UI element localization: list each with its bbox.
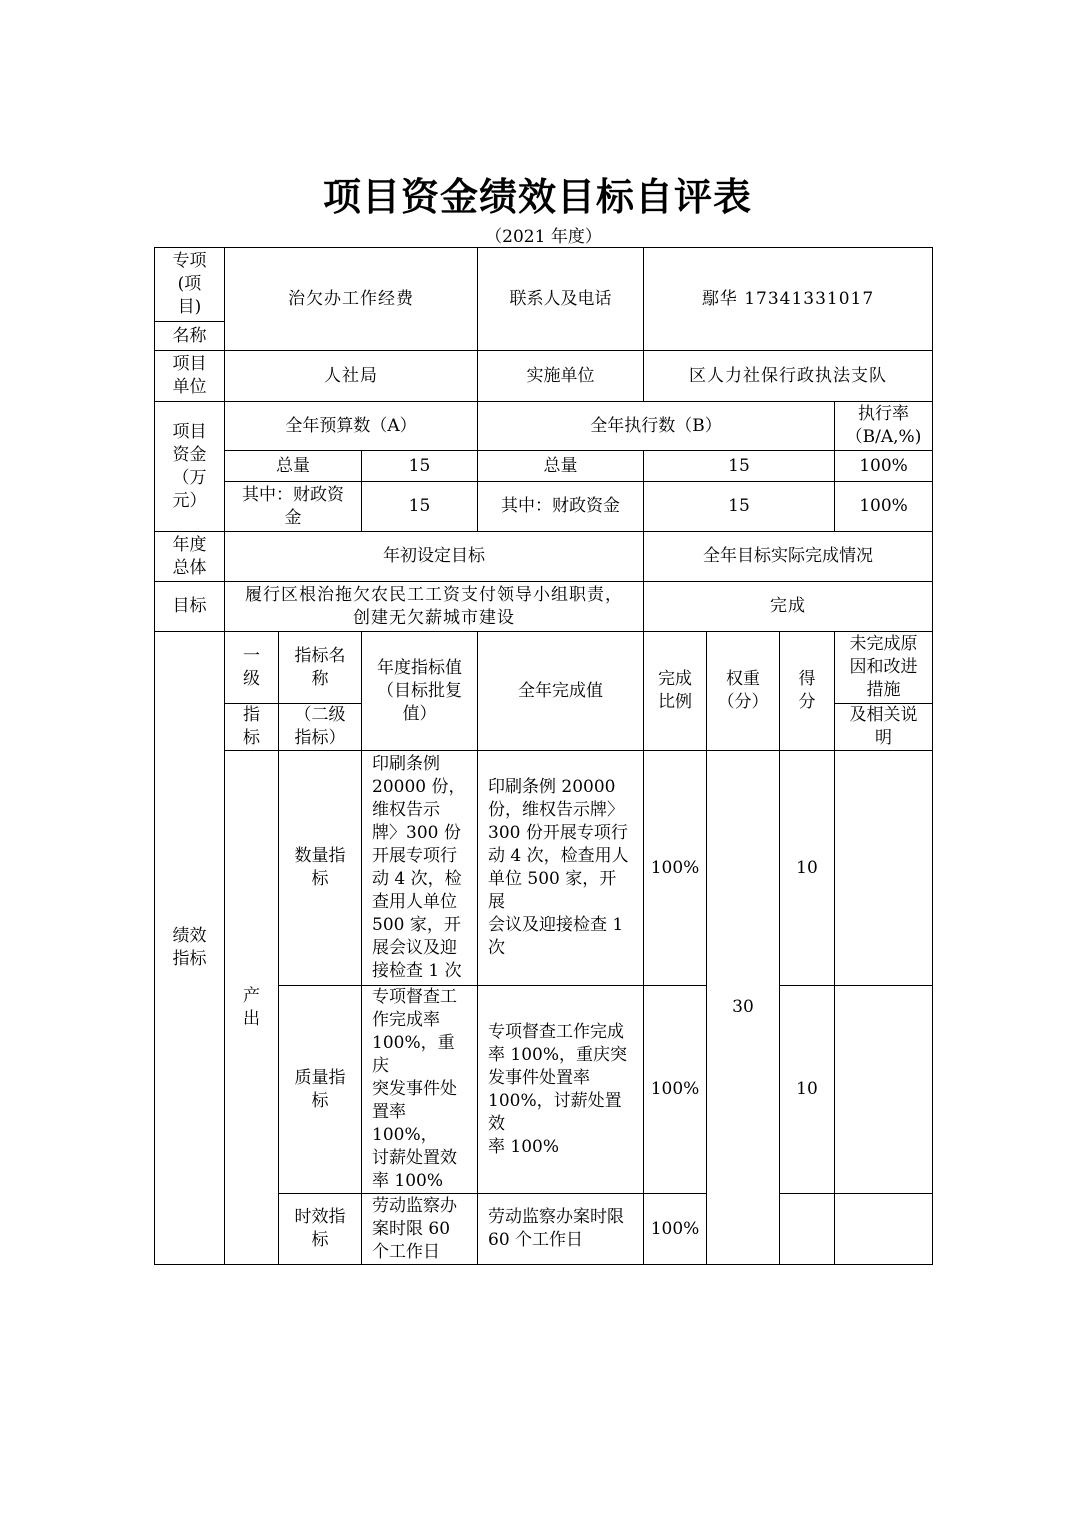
- table-row: [155, 751, 933, 986]
- indicator-name: 数量指 标: [279, 751, 362, 986]
- page-title: 项目资金绩效目标自评表: [322, 174, 752, 219]
- col-name-a: 指标名 称: [279, 632, 362, 704]
- indicator-name: 时效指 标: [279, 1194, 362, 1265]
- total-budget-label: 总量: [225, 451, 362, 482]
- indicator-reason: [835, 986, 933, 1194]
- impl-unit-value: 区人力社保行政执法支队: [644, 351, 933, 402]
- exec-header: 全年执行数（B）: [478, 402, 835, 451]
- evaluation-table: [154, 247, 933, 1265]
- total-exec-value: 15: [644, 451, 835, 482]
- indicator-reason: [835, 751, 933, 986]
- project-name-value: 治欠办工作经费: [225, 248, 478, 351]
- funds-label: 项目 资金 （万 元）: [155, 402, 225, 532]
- col-value: 年度指标值 （目标批复 值）: [362, 632, 478, 751]
- project-name-label-a: 专项 (项 目): [155, 248, 225, 322]
- col-name-b: （二级 指标）: [279, 704, 362, 751]
- perf-label: 绩效 指标: [155, 632, 225, 1265]
- project-unit-value: 人社局: [225, 351, 478, 402]
- col-level1-a: 一 级: [225, 632, 279, 704]
- indicator-value: 印刷条例 20000 份， 维权告示 牌〉300 份 开展专项行 动 4 次，检 查用人单位 500 家，开 展会议及迎 接检查 1 次: [362, 751, 478, 986]
- indicator-ratio: 100%: [644, 1194, 707, 1265]
- total-rate-value: 100%: [835, 451, 933, 482]
- col-ratio: 完成 比例: [644, 632, 707, 751]
- goal-actual-text: 完成: [644, 582, 933, 632]
- total-budget-value: 15: [362, 451, 478, 482]
- col-level1-b: 指 标: [225, 704, 279, 751]
- indicator-score: [780, 1194, 835, 1265]
- indicator-ratio: 100%: [644, 986, 707, 1194]
- indicator-complete: 印刷条例 20000 份，维权告示牌〉 300 份开展专项行 动 4 次，检查用人 单位 500 家，开展 会议及迎接检查 1 次: [478, 751, 644, 986]
- budget-header: 全年预算数（A）: [225, 402, 478, 451]
- col-weight: 权重 （分）: [707, 632, 780, 751]
- indicator-name: 质量指 标: [279, 986, 362, 1194]
- rate-header: 执行率 （B/A,%): [835, 402, 933, 451]
- indicator-score: 10: [780, 751, 835, 986]
- fiscal-exec-value: 15: [644, 482, 835, 532]
- project-name-label-b: 名称: [155, 322, 225, 351]
- year-subtitle: （2021 年度）: [485, 227, 602, 247]
- fiscal-rate-value: 100%: [835, 482, 933, 532]
- goal-label-a: 年度 总体: [155, 532, 225, 582]
- goal-label-b: 目标: [155, 582, 225, 632]
- col-reason-b: 及相关说 明: [835, 704, 933, 751]
- col-reason-a: 未完成原 因和改进 措施: [835, 632, 933, 704]
- weight-value: 30: [707, 751, 780, 1265]
- goal-actual-header: 全年目标实际完成情况: [644, 532, 933, 582]
- indicator-score: 10: [780, 986, 835, 1194]
- indicator-ratio: 100%: [644, 751, 707, 986]
- fiscal-budget-label: 其中：财政资 金: [225, 482, 362, 532]
- col-complete: 全年完成值: [478, 632, 644, 751]
- indicator-value: 劳动监察办 案时限 60 个工作日: [362, 1194, 478, 1265]
- contact-label: 联系人及电话: [478, 248, 644, 351]
- impl-unit-label: 实施单位: [478, 351, 644, 402]
- indicator-reason: [835, 1194, 933, 1265]
- indicator-value: 专项督查工 作完成率 100%，重庆 突发事件处 置率 100%， 讨薪处置效 率 100%: [362, 986, 478, 1194]
- total-exec-label: 总量: [478, 451, 644, 482]
- goal-target-text: 履行区根治拖欠农民工工资支付领导小组职责， 创建无欠薪城市建设: [225, 582, 644, 632]
- fiscal-exec-label: 其中：财政资金: [478, 482, 644, 532]
- indicator-complete: 劳动监察办案时限 60 个工作日: [478, 1194, 644, 1265]
- project-unit-label: 项目 单位: [155, 351, 225, 402]
- indicator-complete: 专项督查工作完成 率 100%，重庆突 发事件处置率 100%，讨薪处置效 率 100%: [478, 986, 644, 1194]
- goal-target-header: 年初设定目标: [225, 532, 644, 582]
- fiscal-budget-value: 15: [362, 482, 478, 532]
- col-score: 得 分: [780, 632, 835, 751]
- contact-value: 鄢华 17341331017: [644, 248, 933, 351]
- level1-output: 产 出: [225, 751, 279, 1265]
